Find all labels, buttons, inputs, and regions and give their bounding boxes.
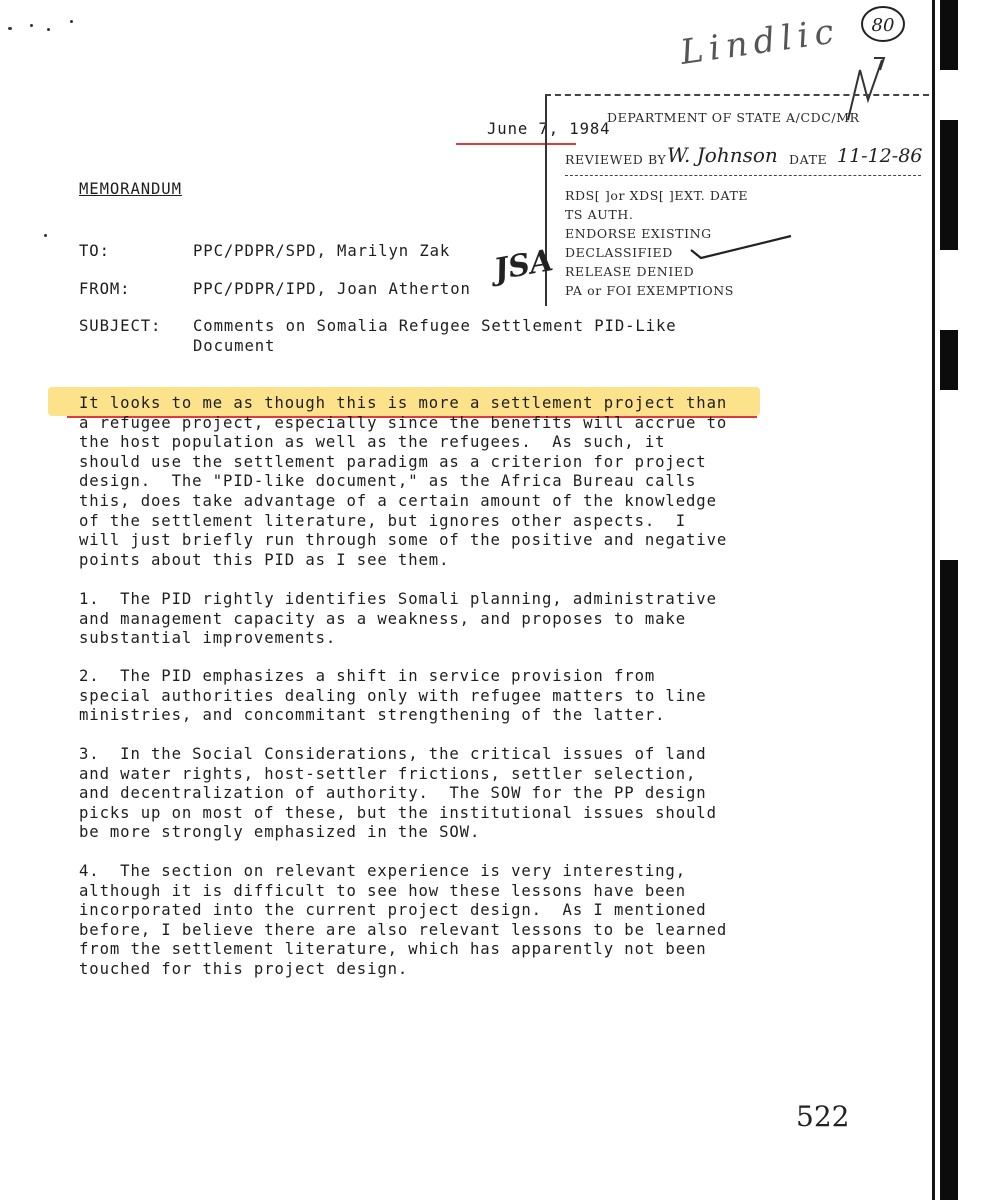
memo-heading: MEMORANDUM <box>79 180 182 198</box>
circled-number-mark <box>858 2 908 46</box>
stamp-release-line: RELEASE DENIED <box>565 264 695 279</box>
to-label: TO: <box>79 242 110 260</box>
to-value: PPC/PDPR/SPD, Marilyn Zak <box>193 242 451 260</box>
scan-edge-dark-band <box>940 330 958 390</box>
stamp-reviewed-label: REVIEWED BY <box>565 152 667 167</box>
handwritten-initials: JSA <box>491 243 556 288</box>
scan-edge-dark-band <box>940 560 958 1200</box>
subject-value: Comments on Somalia Refugee Settlement PID-Like Document <box>193 317 677 355</box>
memo-date: June 7, 1984 <box>487 120 611 138</box>
scan-speck <box>8 27 12 30</box>
stamp-ts-line: TS AUTH. <box>565 207 634 222</box>
stamp-rds-line: RDS[ ]or XDS[ ]EXT. DATE <box>565 188 749 203</box>
scan-speck <box>30 24 33 27</box>
point-2: 2. The PID emphasizes a shift in service provision from special authorities dealing only with refugee matters to line ministries, and concommitant strengthening of the latter. <box>79 667 707 725</box>
subject-label: SUBJECT: <box>79 317 162 335</box>
intro-remaining-text: than a refugee project, especially since the benefits will accrue to the host population as well as the refugees. As such, it should use the settlement paradigm as a criterion for project design. The "PID-like document," as the Africa Bureau calls this, does take advantage of a certain amount of the knowledge of the settlement literature, but ignores other aspects. I will just briefly run through some of the positive and negative points about this PID as I see them. <box>79 394 728 569</box>
scan-speck <box>70 20 73 23</box>
scan-edge-dark-band <box>940 0 958 70</box>
stamp-reviewer-signature: W. Johnson <box>667 143 778 167</box>
stamp-declassified-line: DECLASSIFIED <box>565 245 673 260</box>
from-value: PPC/PDPR/IPD, Joan Atherton <box>193 280 471 298</box>
intro-paragraph <box>79 394 727 570</box>
intro-highlighted-text: It looks to me as though this is more a settlement project <box>79 394 676 412</box>
stamp-date-value: 11-12-86 <box>837 145 923 167</box>
declassification-stamp <box>545 94 929 306</box>
stamp-rule <box>565 175 921 176</box>
point-4: 4. The section on relevant experience is very interesting, although it is difficult to see how these lessons have been incorporated into the current project design. As I mentioned before, I believe there are also relevant lessons to be learned from the settlement literature, which has apparently not been touched for this project design. <box>79 862 728 978</box>
scan-speck <box>44 234 47 237</box>
scan-speck <box>47 28 50 31</box>
page-number: 522 <box>796 1100 850 1133</box>
checkmark-mark <box>687 232 797 262</box>
stamp-date-label: DATE <box>789 152 828 167</box>
point-3: 3. In the Social Considerations, the critical issues of land and water rights, host-settler frictions, settler selection, and decentralization of authority. The SOW for the PP design picks up on most of these, but the institutional issues should be more strongly emphasized in the SOW. <box>79 745 717 842</box>
stamp-pa-line: PA or FOI EXEMPTIONS <box>565 283 734 298</box>
handwritten-scrawl: Lindlic <box>677 11 842 73</box>
stamp-endorse-line: ENDORSE EXISTING <box>565 226 712 241</box>
from-label: FROM: <box>79 280 131 298</box>
point-1: 1. The PID rightly identifies Somali planning, administrative and management capacity as a weakness, and proposes to make substantial improvements. <box>79 590 717 648</box>
circled-number-text: 80 <box>871 15 895 36</box>
stamp-department-line: DEPARTMENT OF STATE A/CDC/MR <box>607 110 860 125</box>
scan-edge-dark-band <box>940 120 958 250</box>
